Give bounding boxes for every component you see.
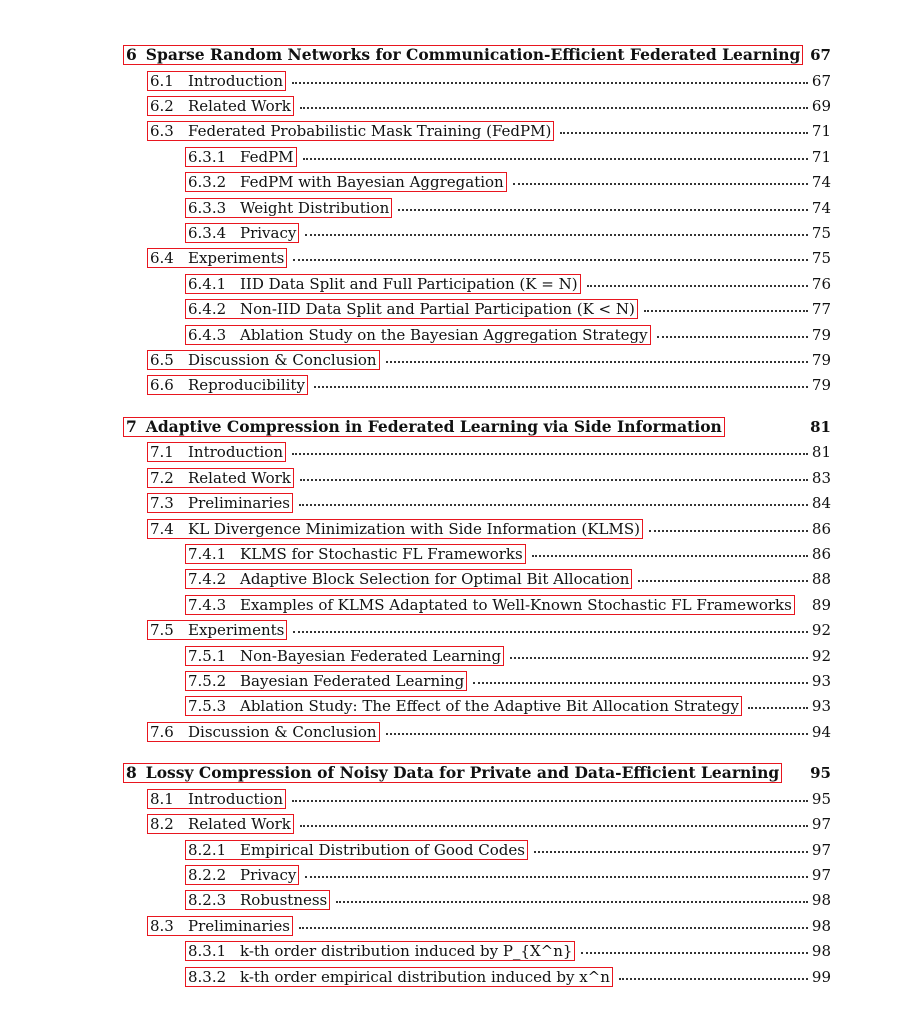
toc-title: FedPM (240, 148, 294, 166)
toc-page-number: 74 (811, 173, 831, 191)
toc-link-8-1[interactable] (147, 789, 286, 809)
toc-page-number: 81 (811, 443, 831, 461)
toc-title: Introduction (188, 72, 283, 90)
toc-title: Introduction (188, 443, 283, 461)
toc-link-7[interactable] (123, 417, 725, 437)
dot-leader (581, 952, 808, 954)
toc-entry-8-2-2 (0, 865, 904, 887)
dot-leader (473, 682, 808, 684)
dot-leader (657, 336, 808, 338)
dot-leader (587, 285, 808, 287)
toc-number: 7.5.2 (188, 672, 227, 690)
toc-title: Ablation Study on the Bayesian Aggregation Strategy (240, 326, 648, 344)
toc-page-number: 79 (811, 376, 831, 394)
toc-link-8-3-2[interactable] (185, 967, 613, 987)
toc-page-number: 71 (811, 122, 831, 140)
toc-number: 7.3 (150, 494, 174, 512)
toc-number: 7.4.2 (188, 570, 227, 588)
toc-entry-7-4 (0, 519, 904, 541)
toc-link-6-3-1[interactable] (185, 147, 297, 167)
toc-title: Related Work (188, 469, 291, 487)
toc-page-number: 69 (811, 97, 831, 115)
toc-page-number: 95 (810, 764, 831, 782)
toc-number: 6.3.4 (188, 224, 227, 242)
dot-leader (303, 158, 808, 160)
toc-page-number: 97 (811, 815, 831, 833)
toc-number: 6.1 (150, 72, 174, 90)
toc-number: 8 (126, 763, 137, 782)
toc-title: Empirical Distribution of Good Codes (240, 841, 525, 859)
toc-title: Adaptive Compression in Federated Learning via Side Information (145, 417, 722, 436)
toc-number: 6.3.2 (188, 173, 227, 191)
dot-leader (293, 631, 808, 633)
toc-page-number: 98 (811, 891, 831, 909)
dot-leader (513, 183, 808, 185)
toc-link-8-2-2[interactable] (185, 865, 299, 885)
toc-link-6-4-1[interactable] (185, 274, 581, 294)
toc-entry-8-2-1 (0, 840, 904, 862)
toc-title: Experiments (188, 249, 285, 267)
toc-link-6-1[interactable] (147, 71, 286, 91)
toc-number: 6.3 (150, 122, 174, 140)
toc-title: Discussion & Conclusion (188, 723, 377, 741)
toc-page-number: 89 (811, 596, 831, 614)
toc-page-number: 79 (811, 326, 831, 344)
toc-number: 8.2.3 (188, 891, 227, 909)
toc-link-6-5[interactable] (147, 350, 380, 370)
dot-leader (560, 132, 808, 134)
toc-link-7-6[interactable] (147, 722, 380, 742)
toc-number: 6.2 (150, 97, 174, 115)
toc-link-7-4[interactable] (147, 519, 643, 539)
toc-number: 8.2 (150, 815, 174, 833)
toc-entry-7-4-1 (0, 544, 904, 566)
toc-page-number: 92 (811, 647, 831, 665)
toc-link-7-3[interactable] (147, 493, 293, 513)
toc-entry-8-2 (0, 814, 904, 836)
toc-link-8-2-1[interactable] (185, 840, 528, 860)
toc-entry-8-1 (0, 789, 904, 811)
toc-entry-6 (0, 45, 904, 67)
toc-entry-7-3 (0, 493, 904, 515)
dot-leader (300, 107, 808, 109)
toc-link-6-4-3[interactable] (185, 325, 651, 345)
toc-entry-7-6 (0, 722, 904, 744)
dot-leader (336, 901, 808, 903)
toc-number: 6 (126, 45, 137, 64)
toc-number: 6.6 (150, 376, 174, 394)
toc-title: Federated Probabilistic Mask Training (FedPM) (188, 122, 552, 140)
dot-leader (649, 530, 808, 532)
toc-title: Weight Distribution (240, 199, 390, 217)
toc-title: k-th order empirical distribution induced by x^n (240, 968, 610, 986)
dot-leader (292, 453, 808, 455)
toc-page-number: 95 (811, 790, 831, 808)
dot-leader (398, 209, 808, 211)
toc-entry-7 (0, 417, 904, 439)
toc-page-number: 93 (811, 672, 831, 690)
toc-title: Lossy Compression of Noisy Data for Private and Data-Efficient Learning (145, 763, 780, 782)
toc-entry-6-3-3 (0, 198, 904, 220)
toc-number: 7.5 (150, 621, 174, 639)
toc-link-7-5-1[interactable] (185, 646, 504, 666)
toc-page-number: 75 (811, 224, 831, 242)
toc-page-number: 71 (811, 148, 831, 166)
toc-number: 8.3.1 (188, 942, 227, 960)
dot-leader (386, 361, 808, 363)
toc-link-7-5-2[interactable] (185, 671, 467, 691)
dot-leader (292, 800, 808, 802)
toc-title: Privacy (240, 866, 297, 884)
toc-entry-6-4 (0, 248, 904, 270)
toc-entry-6-3-2 (0, 172, 904, 194)
toc-entry-7-5-2 (0, 671, 904, 693)
toc-title: Privacy (240, 224, 297, 242)
toc-page-number: 98 (811, 942, 831, 960)
toc-page-number: 86 (811, 545, 831, 563)
toc-page-number: 81 (810, 418, 831, 436)
dot-leader (510, 657, 808, 659)
toc-entry-8-3-2 (0, 967, 904, 989)
toc-link-7-5-3[interactable] (185, 696, 742, 716)
toc-entry-8-3 (0, 916, 904, 938)
toc-title: Adaptive Block Selection for Optimal Bit Allocation (240, 570, 630, 588)
toc-link-6-3[interactable] (147, 121, 554, 141)
toc-page-number: 84 (811, 494, 831, 512)
toc-entry-6-3-4 (0, 223, 904, 245)
toc-page-number: 98 (811, 917, 831, 935)
toc-link-8-3[interactable] (147, 916, 293, 936)
toc-link-8-3-1[interactable] (185, 941, 575, 961)
toc-entry-7-1 (0, 442, 904, 464)
toc-title: k-th order distribution induced by P_{X^n} (240, 942, 573, 960)
toc-title: Related Work (188, 97, 291, 115)
toc-link-7-4-3[interactable] (185, 595, 795, 615)
toc-entry-6-4-2 (0, 299, 904, 321)
toc-page-number: 86 (811, 520, 831, 538)
toc-number: 7 (126, 417, 137, 436)
toc-entry-8-3-1 (0, 941, 904, 963)
dot-leader (293, 259, 808, 261)
toc-link-8-2[interactable] (147, 814, 294, 834)
toc-page-number: 76 (811, 275, 831, 293)
dot-leader (300, 825, 808, 827)
toc-page-number: 93 (811, 697, 831, 715)
toc-title: Examples of KLMS Adaptated to Well-Known Stochastic FL Frameworks (240, 596, 792, 614)
toc-number: 7.2 (150, 469, 174, 487)
dot-leader (299, 927, 808, 929)
toc-page-number: 79 (811, 351, 831, 369)
toc-entry-6-4-3 (0, 325, 904, 347)
toc-number: 6.5 (150, 351, 174, 369)
dot-leader (534, 851, 808, 853)
dot-leader (386, 733, 808, 735)
toc-number: 6.4 (150, 249, 174, 267)
toc-title: Preliminaries (188, 917, 290, 935)
toc-page-number: 92 (811, 621, 831, 639)
dot-leader (619, 978, 808, 980)
toc-title: FedPM with Bayesian Aggregation (240, 173, 504, 191)
toc-title: Non-Bayesian Federated Learning (240, 647, 502, 665)
toc-link-6-3-4[interactable] (185, 223, 299, 243)
toc-title: Introduction (188, 790, 283, 808)
toc-number: 7.1 (150, 443, 174, 461)
toc-page-number: 74 (811, 199, 831, 217)
dot-leader (638, 580, 808, 582)
toc-page-number: 88 (811, 570, 831, 588)
toc-entry-6-4-1 (0, 274, 904, 296)
toc-title: Preliminaries (188, 494, 290, 512)
toc-entry-7-4-3 (0, 595, 904, 617)
dot-leader (532, 555, 808, 557)
toc-number: 6.4.3 (188, 326, 227, 344)
toc-entry-7-5 (0, 620, 904, 642)
toc-number: 8.2.2 (188, 866, 227, 884)
toc-link-6[interactable] (123, 45, 803, 65)
toc-entry-6-6 (0, 375, 904, 397)
toc-title: Bayesian Federated Learning (240, 672, 465, 690)
toc-number: 6.3.3 (188, 199, 227, 217)
toc-title: Experiments (188, 621, 285, 639)
toc-page-number: 75 (811, 249, 831, 267)
toc-entry-6-3-1 (0, 147, 904, 169)
dot-leader (292, 82, 808, 84)
toc-page-number: 67 (810, 46, 831, 64)
toc-title: KL Divergence Minimization with Side Information (KLMS) (188, 520, 640, 538)
toc-entry-7-5-3 (0, 696, 904, 718)
toc-link-7-4-2[interactable] (185, 569, 632, 589)
dot-leader (299, 504, 808, 506)
toc-page-number: 97 (811, 841, 831, 859)
toc-number: 6.3.1 (188, 148, 227, 166)
dot-leader (748, 707, 808, 709)
toc-title: IID Data Split and Full Participation (K = N) (240, 275, 578, 293)
toc-entry-7-4-2 (0, 569, 904, 591)
toc-number: 6.4.1 (188, 275, 227, 293)
toc-page-number: 99 (811, 968, 831, 986)
toc-link-7-1[interactable] (147, 442, 286, 462)
toc-title: Ablation Study: The Effect of the Adaptive Bit Allocation Strategy (240, 697, 740, 715)
toc-link-6-3-3[interactable] (185, 198, 392, 218)
toc-page-number: 94 (811, 723, 831, 741)
toc-title: Robustness (240, 891, 328, 909)
toc-number: 7.4 (150, 520, 174, 538)
toc-link-7-5[interactable] (147, 620, 287, 640)
dot-leader (644, 310, 808, 312)
toc-link-6-6[interactable] (147, 375, 308, 395)
toc-number: 8.2.1 (188, 841, 227, 859)
toc-link-8-2-3[interactable] (185, 890, 330, 910)
toc-link-6-3-2[interactable] (185, 172, 507, 192)
toc-page-number: 97 (811, 866, 831, 884)
toc-page-number: 67 (811, 72, 831, 90)
dot-leader (300, 479, 808, 481)
toc-number: 7.6 (150, 723, 174, 741)
toc-entry-8 (0, 763, 904, 785)
toc-title: Related Work (188, 815, 291, 833)
toc-number: 8.3.2 (188, 968, 227, 986)
toc-link-6-4[interactable] (147, 248, 287, 268)
toc-entry-6-3 (0, 121, 904, 143)
toc-link-7-2[interactable] (147, 468, 294, 488)
toc-entry-7-5-1 (0, 646, 904, 668)
toc-number: 8.1 (150, 790, 174, 808)
toc-title: Non-IID Data Split and Partial Participation (K < N) (240, 300, 635, 318)
toc-number: 7.5.1 (188, 647, 227, 665)
toc-entry-6-5 (0, 350, 904, 372)
toc-page-number: 83 (811, 469, 831, 487)
dot-leader (314, 386, 808, 388)
toc-page-number: 77 (811, 300, 831, 318)
toc-number: 7.5.3 (188, 697, 227, 715)
toc-link-8[interactable] (123, 763, 782, 783)
toc-title: KLMS for Stochastic FL Frameworks (240, 545, 523, 563)
toc-entry-6-1 (0, 71, 904, 93)
toc-title: Discussion & Conclusion (188, 351, 377, 369)
toc-number: 8.3 (150, 917, 174, 935)
toc-link-7-4-1[interactable] (185, 544, 526, 564)
toc-number: 6.4.2 (188, 300, 227, 318)
toc-number: 7.4.1 (188, 545, 227, 563)
toc-title: Sparse Random Networks for Communication-Efficient Federated Learning (145, 45, 801, 64)
toc-title: Reproducibility (188, 376, 305, 394)
toc-link-6-2[interactable] (147, 96, 294, 116)
toc-entry-7-2 (0, 468, 904, 490)
toc-link-6-4-2[interactable] (185, 299, 638, 319)
dot-leader (305, 876, 808, 878)
dot-leader (305, 234, 808, 236)
toc-entry-8-2-3 (0, 890, 904, 912)
toc-entry-6-2 (0, 96, 904, 118)
toc-number: 7.4.3 (188, 596, 227, 614)
